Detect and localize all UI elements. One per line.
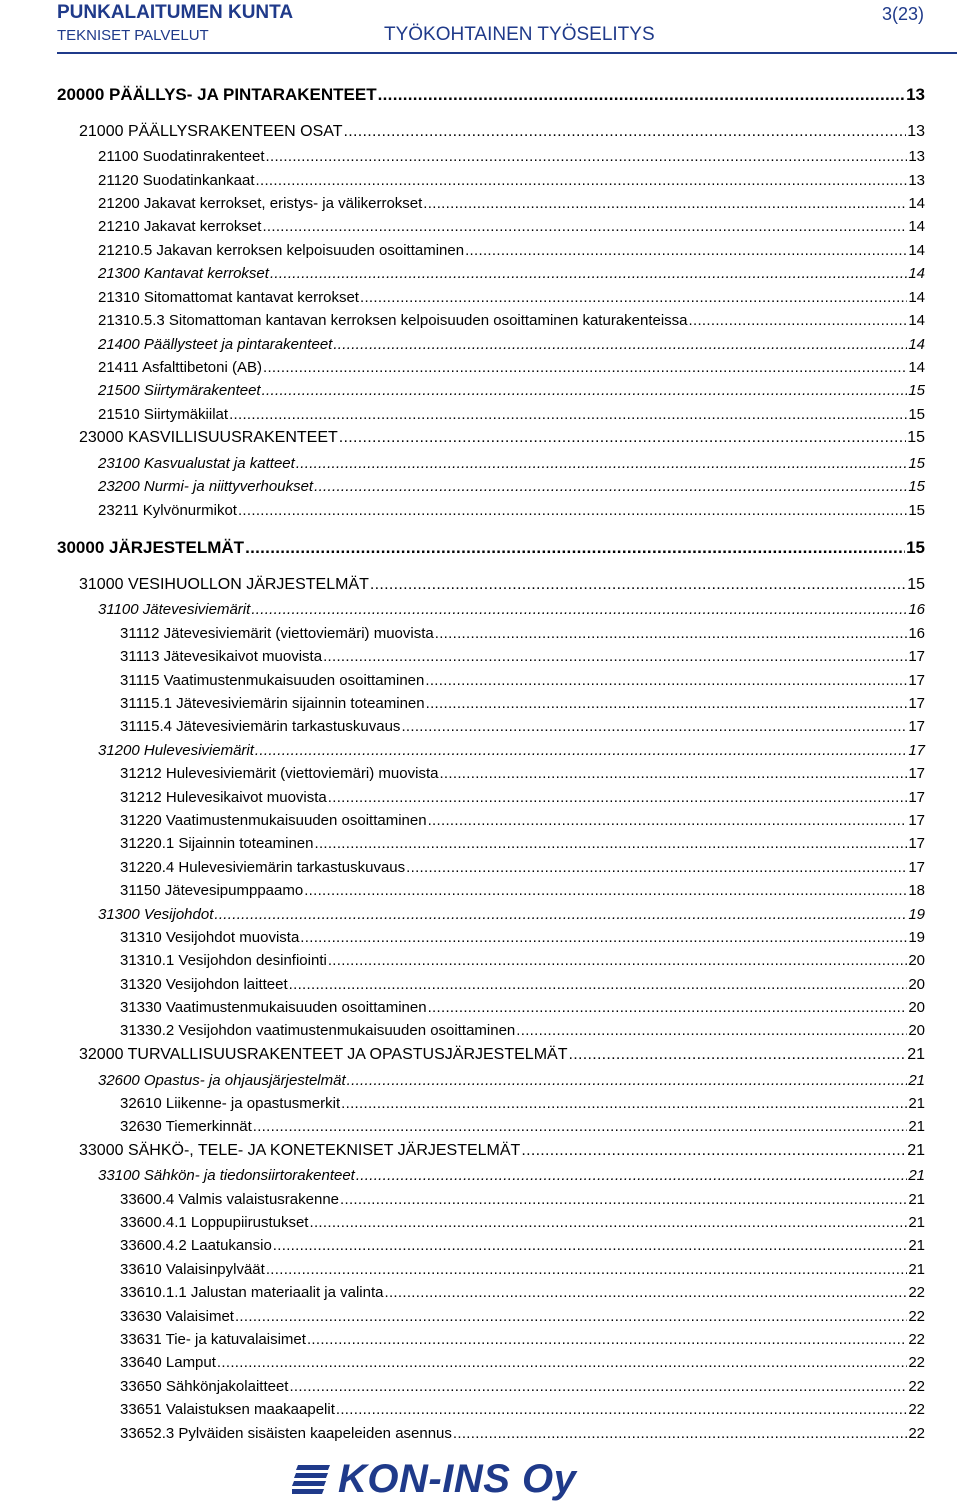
toc-entry[interactable]: 33600.4.2 Laatukansio ..... 21 <box>120 1237 925 1254</box>
toc-entry[interactable]: 21400 Päällysteet ja pintarakenteet ..... 14 <box>98 336 925 353</box>
toc-entry[interactable]: 33600.4 Valmis valaistusrakenne ..... 21 <box>120 1191 925 1208</box>
toc-entry[interactable]: 23200 Nurmi- ja niittyverhoukset ..... 15 <box>98 478 925 495</box>
header-rule <box>57 52 957 54</box>
toc-entry[interactable]: 31320 Vesijohdon laitteet ..... 20 <box>120 976 925 993</box>
toc-entry[interactable]: 33100 Sähkön- ja tiedonsiirtorakenteet ..... 21 <box>98 1167 925 1184</box>
toc-entry[interactable]: 31300 Vesijohdot ..... 19 <box>98 906 925 923</box>
page-number: 3(23) <box>881 4 924 24</box>
toc-entry[interactable]: 32000 TURVALLISUUSRAKENTEET JA OPASTUSJÄRJESTELMÄT ..... 21 <box>79 1046 925 1064</box>
logo-mark-icon <box>292 1461 332 1497</box>
toc-entry[interactable]: 31200 Hulevesiviemärit ..... 17 <box>98 742 925 759</box>
toc-entry[interactable]: 23100 Kasvualustat ja katteet ..... 15 <box>98 455 925 472</box>
toc-entry[interactable]: 20000 PÄÄLLYS- JA PINTARAKENTEET ..... 13 <box>57 85 925 105</box>
toc-entry[interactable]: 33600.4.1 Loppupiirustukset ..... 21 <box>120 1214 925 1231</box>
toc-entry[interactable]: 31115.1 Jätevesiviemärin sijainnin toteaminen ..... 17 <box>120 695 925 712</box>
toc-entry[interactable]: 31113 Jätevesikaivot muovista ..... 17 <box>120 648 925 665</box>
toc-entry[interactable]: 31115 Vaatimustenmukaisuuden osoittaminen ..... 17 <box>120 672 925 689</box>
toc-entry[interactable]: 32630 Tiemerkinnät ..... 21 <box>120 1118 925 1135</box>
toc-entry[interactable]: 33000 SÄHKÖ-, TELE- JA KONETEKNISET JÄRJESTELMÄT ..... 21 <box>79 1142 925 1160</box>
toc-entry[interactable]: 21210.5 Jakavan kerroksen kelpoisuuden osoittaminen ..... 14 <box>98 242 925 259</box>
toc-entry[interactable]: 21000 PÄÄLLYSRAKENTEEN OSAT ..... 13 <box>79 123 925 141</box>
toc-entry[interactable]: 33640 Lamput ..... 22 <box>120 1354 925 1371</box>
toc-entry[interactable]: 31220 Vaatimustenmukaisuuden osoittaminen ..... 17 <box>120 812 925 829</box>
toc-entry[interactable]: 31330.2 Vesijohdon vaatimustenmukaisuuden osoittaminen ..... 20 <box>120 1022 925 1039</box>
company-logo <box>292 1455 612 1503</box>
toc-entry[interactable]: 21411 Asfalttibetoni (AB) ..... 14 <box>98 359 925 376</box>
toc-entry[interactable]: 23000 KASVILLISUUSRAKENTEET ..... 15 <box>79 429 925 447</box>
toc-entry[interactable]: 21310 Sitomattomat kantavat kerrokset ..... 14 <box>98 289 925 306</box>
toc-entry[interactable]: 33610.1.1 Jalustan materiaalit ja valinta ..... 22 <box>120 1284 925 1301</box>
page-header <box>0 0 960 56</box>
logo-text: KON-INS Oy <box>338 1456 577 1501</box>
toc-entry[interactable]: 33610 Valaisinpylväät ..... 21 <box>120 1261 925 1278</box>
toc-entry[interactable]: 32600 Opastus- ja ohjausjärjestelmät ..... 21 <box>98 1072 925 1089</box>
toc-entry[interactable]: 21210 Jakavat kerrokset ..... 14 <box>98 218 925 235</box>
toc-entry[interactable]: 33652.3 Pylväiden sisäisten kaapeleiden asennus ..... 22 <box>120 1425 925 1442</box>
toc-entry[interactable]: 21200 Jakavat kerrokset, eristys- ja välikerrokset ..... 14 <box>98 195 925 212</box>
document-title: TYÖKOHTAINEN TYÖSELITYS <box>384 24 655 45</box>
toc-entry[interactable]: 31310 Vesijohdot muovista ..... 19 <box>120 929 925 946</box>
toc-entry[interactable]: 23211 Kylvönurmikot ..... 15 <box>98 502 925 519</box>
toc-entry[interactable]: 31330 Vaatimustenmukaisuuden osoittaminen ..... 20 <box>120 999 925 1016</box>
toc-entry[interactable]: 31212 Hulevesikaivot muovista ..... 17 <box>120 789 925 806</box>
toc-entry[interactable]: 31115.4 Jätevesiviemärin tarkastuskuvaus ..... 17 <box>120 718 925 735</box>
toc-entry[interactable]: 31212 Hulevesiviemärit (viettoviemäri) muovista ..... 17 <box>120 765 925 782</box>
organization-name: PUNKALAITUMEN KUNTA <box>57 2 294 23</box>
toc-entry[interactable]: 21120 Suodatinkankaat ..... 13 <box>98 172 925 189</box>
toc-entry[interactable]: 31100 Jätevesiviemärit ..... 16 <box>98 601 925 618</box>
toc-entry[interactable]: 31220.1 Sijainnin toteaminen ..... 17 <box>120 835 925 852</box>
toc-entry[interactable]: 31150 Jätevesipumppaamo ..... 18 <box>120 882 925 899</box>
toc-entry[interactable]: 31000 VESIHUOLLON JÄRJESTELMÄT ..... 15 <box>79 576 925 594</box>
toc-entry[interactable]: 33630 Valaisimet ..... 22 <box>120 1308 925 1325</box>
toc-entry[interactable]: 21500 Siirtymärakenteet ..... 15 <box>98 382 925 399</box>
toc-entry[interactable]: 33631 Tie- ja katuvalaisimet ..... 22 <box>120 1331 925 1348</box>
toc-entry[interactable]: 33651 Valaistuksen maakaapelit ..... 22 <box>120 1401 925 1418</box>
toc-entry[interactable]: 21300 Kantavat kerrokset ..... 14 <box>98 265 925 282</box>
toc-entry[interactable]: 31220.4 Hulevesiviemärin tarkastuskuvaus ..... 17 <box>120 859 925 876</box>
toc-entry[interactable]: 31112 Jätevesiviemärit (viettoviemäri) muovista ..... 16 <box>120 625 925 642</box>
toc-entry[interactable]: 31310.1 Vesijohdon desinfiointi ..... 20 <box>120 952 925 969</box>
toc-entry[interactable]: 21100 Suodatinrakenteet ..... 13 <box>98 148 925 165</box>
toc-entry[interactable]: 33650 Sähkönjakolaitteet ..... 22 <box>120 1378 925 1395</box>
toc-entry[interactable]: 21510 Siirtymäkiilat ..... 15 <box>98 406 925 423</box>
department-name: TEKNISET PALVELUT <box>57 27 209 44</box>
toc-entry[interactable]: 32610 Liikenne- ja opastusmerkit ..... 21 <box>120 1095 925 1112</box>
toc-entry[interactable]: 21310.5.3 Sitomattoman kantavan kerroksen kelpoisuuden osoittaminen katurakenteissa ..... 14 <box>98 312 925 329</box>
toc-entry[interactable]: 30000 JÄRJESTELMÄT ..... 15 <box>57 538 925 558</box>
